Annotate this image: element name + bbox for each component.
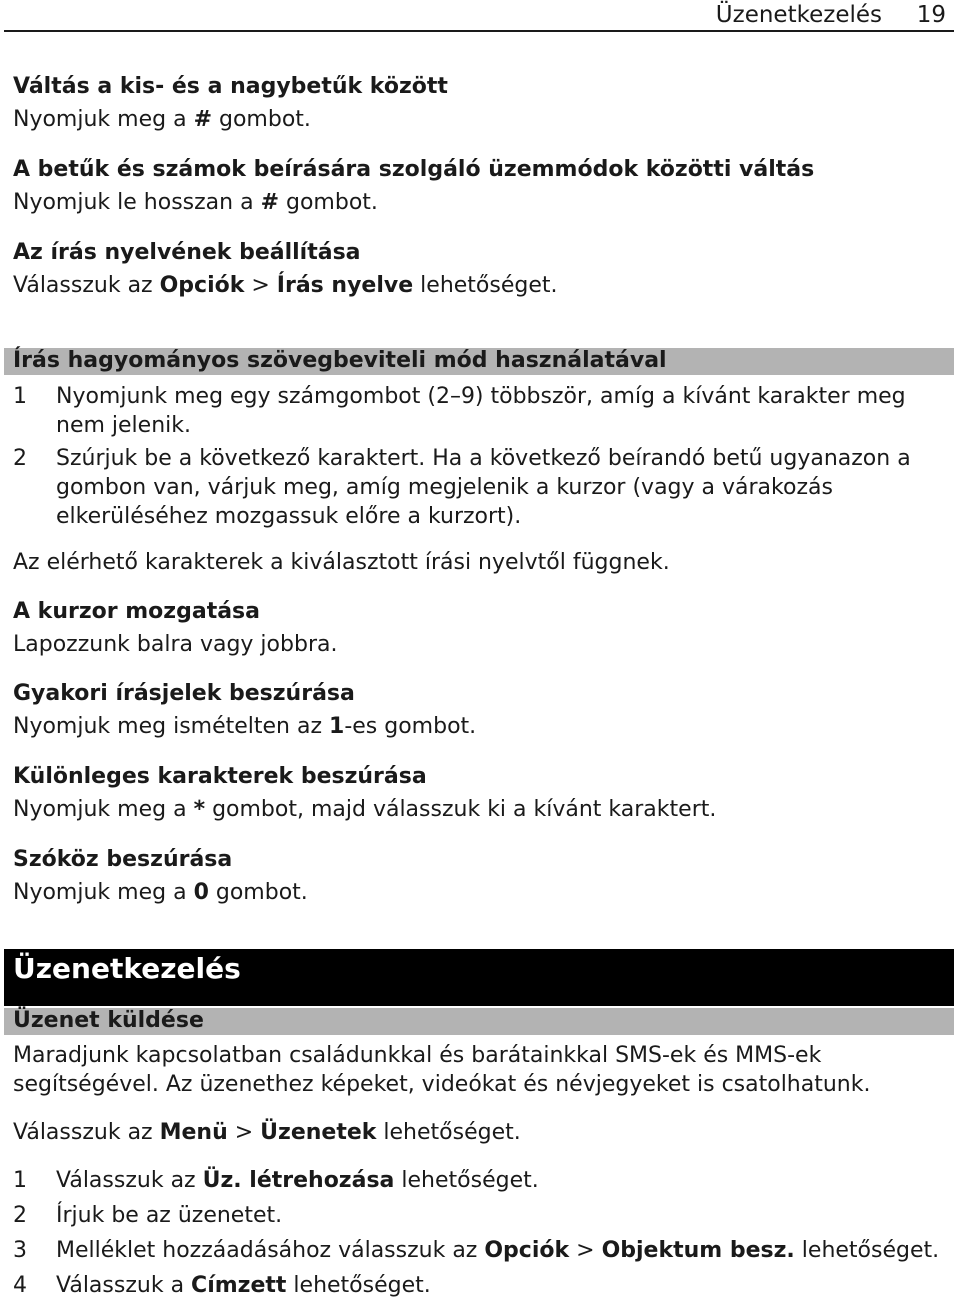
key-one: 1 xyxy=(329,714,345,739)
chapter-bar xyxy=(4,949,954,1006)
menu-options: Opciók xyxy=(159,273,245,298)
step-number: 3 xyxy=(13,1238,27,1263)
mode-switch-heading: A betűk és számok beírására szolgáló üzemmódok közötti váltás xyxy=(13,157,815,182)
traditional-input-bar xyxy=(4,348,954,375)
step-text: Szúrjuk be a következő karaktert. Ha a következő beírandó betű ugyanazon a gombon van, várjuk meg, amíg megjelenik a kurzor (vagy a várakozás elkerüléséhez mozgassuk előre a kurzort). xyxy=(56,446,911,529)
hash-key: # xyxy=(260,190,280,215)
step-text: Nyomjunk meg egy számgombot (2–9) többször, amíg a kívánt karakter meg nem jelenik. xyxy=(56,384,906,438)
case-switch-text: Nyomjuk meg a # gombot. xyxy=(13,107,311,132)
step-text: Válasszuk az Üz. létrehozása lehetőséget. xyxy=(56,1168,539,1193)
case-switch-heading: Váltás a kis- és a nagybetűk között xyxy=(13,74,448,99)
step-text: Írjuk be az üzenetet. xyxy=(56,1203,283,1228)
punctuation-text: Nyomjuk meg ismételten az 1-es gombot. xyxy=(13,714,477,739)
special-chars-text: Nyomjuk meg a * gombot, majd válasszuk ki a kívánt karaktert. xyxy=(13,797,717,822)
send-message-title: Üzenet küldése xyxy=(13,1008,204,1033)
send-intro: Maradjunk kapcsolatban családunkkal és barátainkkal SMS-ek és MMS-ek segítségével. Az üzenethez képeket, videókat és névjegyeket is csatolhatunk. xyxy=(13,1043,871,1097)
running-header xyxy=(4,0,954,32)
step-number: 2 xyxy=(13,446,27,471)
space-text: Nyomjuk meg a 0 gombot. xyxy=(13,880,308,905)
traditional-input-title: Írás hagyományos szövegbeviteli mód használatával xyxy=(13,348,667,373)
send-message-bar xyxy=(4,1008,954,1035)
menu-messages: Üzenetek xyxy=(260,1120,377,1145)
menu-recipient: Címzett xyxy=(191,1273,287,1298)
language-heading: Az írás nyelvének beállítása xyxy=(13,240,361,265)
step-text: Melléklet hozzáadásához válasszuk az Opciók > Objektum besz. lehetőséget. xyxy=(56,1238,940,1263)
step-number: 1 xyxy=(13,1168,27,1193)
menu-options: Opciók xyxy=(484,1238,570,1263)
header-section-title: Üzenetkezelés xyxy=(715,2,882,28)
punctuation-heading: Gyakori írásjelek beszúrása xyxy=(13,681,355,706)
special-chars-heading: Különleges karakterek beszúrása xyxy=(13,764,427,789)
step-number: 4 xyxy=(13,1273,27,1298)
menu-create-message: Üz. létrehozása xyxy=(202,1168,395,1193)
send-path: Válasszuk az Menü > Üzenetek lehetőséget. xyxy=(13,1120,521,1145)
space-heading: Szóköz beszúrása xyxy=(13,847,233,872)
menu-writing-language: Írás nyelve xyxy=(276,273,414,298)
menu-insert-object: Objektum besz. xyxy=(601,1238,795,1263)
cursor-text: Lapozzunk balra vagy jobbra. xyxy=(13,632,338,657)
language-text: Válasszuk az Opciók > Írás nyelve lehetőséget. xyxy=(13,273,558,298)
step-number: 2 xyxy=(13,1203,27,1228)
cursor-heading: A kurzor mozgatása xyxy=(13,599,260,624)
characters-note: Az elérhető karakterek a kiválasztott írási nyelvtől függnek. xyxy=(13,550,670,575)
mode-switch-text: Nyomjuk le hosszan a # gombot. xyxy=(13,190,378,215)
step-text: Válasszuk a Címzett lehetőséget. xyxy=(56,1273,431,1298)
menu-menu: Menü xyxy=(159,1120,228,1145)
page-number: 19 xyxy=(916,2,946,28)
step-number: 1 xyxy=(13,384,27,409)
hash-key: # xyxy=(193,107,212,132)
zero-key: 0 xyxy=(193,880,209,905)
star-key: * xyxy=(193,797,206,822)
chapter-title: Üzenetkezelés xyxy=(13,952,241,985)
